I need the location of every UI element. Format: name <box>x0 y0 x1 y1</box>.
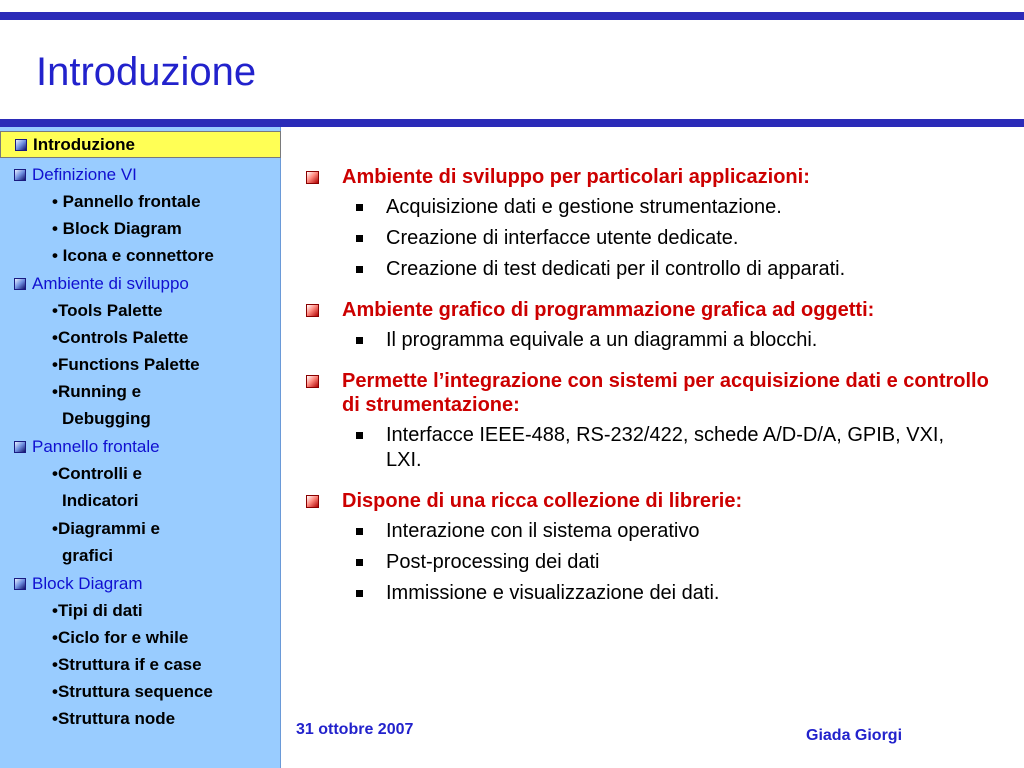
square-bullet-icon <box>356 204 363 211</box>
sidebar-subitem-continuation: Indicatori <box>62 491 139 510</box>
footer-author: Giada Giorgi <box>806 727 903 744</box>
sidebar-subitem-struttura-sequence[interactable]: •Struttura sequence <box>52 682 213 701</box>
title-rule <box>0 119 1024 127</box>
sub-point-text: Immissione e visualizzazione dei dati. <box>386 582 720 604</box>
sidebar-subitem-tools-palette[interactable]: •Tools Palette <box>52 301 163 320</box>
sub-point <box>300 519 1000 544</box>
sub-point <box>300 328 1000 353</box>
sidebar-subitem-tipi-dati[interactable]: •Tipi di dati <box>52 601 143 620</box>
square-bullet-icon <box>356 337 363 344</box>
square-bullet-icon <box>356 266 363 273</box>
slide-title: Introduzione <box>36 50 257 94</box>
sidebar-item-label: Pannello frontale <box>32 436 160 456</box>
sidebar-item-label: Ambiente di sviluppo <box>32 273 189 293</box>
sidebar-subitem-continuation: Debugging <box>62 409 151 428</box>
square-bullet-icon <box>306 375 319 388</box>
main-point <box>300 298 1000 322</box>
sub-point-text: Interfacce IEEE-488, RS-232/422, schede A/D-D/A, GPIB, VXI, LXI. <box>386 424 945 471</box>
square-bullet-icon <box>14 578 26 590</box>
square-bullet-icon <box>356 235 363 242</box>
sub-point-text: Creazione di test dedicati per il controllo di apparati. <box>386 258 846 280</box>
sub-point-text: Interazione con il sistema operativo <box>386 520 700 542</box>
sub-point <box>300 195 1000 220</box>
sidebar-subitem-icona-connettore[interactable]: • Icona e connettore <box>52 246 214 265</box>
square-bullet-icon <box>356 528 363 535</box>
sub-point <box>300 581 1000 606</box>
top-rule <box>0 12 1024 20</box>
sub-point-text: Post-processing dei dati <box>386 551 600 573</box>
main-point-heading: Permette l’integrazione con sistemi per acquisizione dati e controllo di strumentazione: <box>342 370 989 416</box>
sidebar-subitem-diagrammi-grafici[interactable]: •Diagrammi e <box>52 519 160 538</box>
sidebar-subitem-functions-palette[interactable]: •Functions Palette <box>52 355 200 374</box>
sub-point-text: Acquisizione dati e gestione strumentazione. <box>386 196 782 218</box>
main-point-heading: Dispone di una ricca collezione di librerie: <box>342 490 743 512</box>
square-bullet-icon <box>306 304 319 317</box>
square-bullet-icon <box>14 169 26 181</box>
sidebar-nav <box>0 127 281 768</box>
sub-point-text: Il programma equivale a un diagrammi a blocchi. <box>386 329 818 351</box>
square-bullet-icon <box>15 139 27 151</box>
sidebar-subitem-struttura-node[interactable]: •Struttura node <box>52 709 176 728</box>
sidebar-item-label: Block Diagram <box>32 573 143 593</box>
square-bullet-icon <box>356 590 363 597</box>
square-bullet-icon <box>356 559 363 566</box>
sidebar-item-label: Introduzione <box>33 134 135 154</box>
footer-date: 31 ottobre 2007 <box>296 721 414 738</box>
sidebar-subitem-block-diagram[interactable]: • Block Diagram <box>52 219 182 238</box>
sub-point-text: Creazione di interfacce utente dedicate. <box>386 227 739 249</box>
sub-point <box>300 423 1000 473</box>
main-point-heading: Ambiente di sviluppo per particolari applicazioni: <box>342 166 810 188</box>
sidebar-subitem-struttura-if-case[interactable]: •Struttura if e case <box>52 655 202 674</box>
sub-point <box>300 257 1000 282</box>
square-bullet-icon <box>356 432 363 439</box>
sub-point <box>300 226 1000 251</box>
sidebar-subitem-controls-palette[interactable]: •Controls Palette <box>52 328 189 347</box>
square-bullet-icon <box>306 171 319 184</box>
sidebar-item-ambiente-sviluppo[interactable] <box>0 270 281 297</box>
sidebar-item-definizione-vi[interactable] <box>0 161 281 188</box>
sidebar-subitem-running-debugging[interactable]: •Running e <box>52 382 142 401</box>
sidebar-item-label: Definizione VI <box>32 164 137 184</box>
square-bullet-icon <box>306 495 319 508</box>
sidebar-subitem-ciclo-for-while[interactable]: •Ciclo for e while <box>52 628 189 647</box>
sub-point <box>300 550 1000 575</box>
sidebar-item-pannello-frontale[interactable] <box>0 433 281 460</box>
slide-content <box>300 165 1000 606</box>
square-bullet-icon <box>14 441 26 453</box>
main-point <box>300 369 1000 417</box>
sidebar-subitem-pannello-frontale[interactable]: • Pannello frontale <box>52 192 201 211</box>
main-point <box>300 489 1000 513</box>
sidebar-subitem-continuation: grafici <box>62 546 114 565</box>
sidebar-item-block-diagram[interactable] <box>0 570 281 597</box>
square-bullet-icon <box>14 278 26 290</box>
sidebar-item-introduzione[interactable] <box>0 131 281 158</box>
main-point-heading: Ambiente grafico di programmazione grafica ad oggetti: <box>342 299 875 321</box>
main-point <box>300 165 1000 189</box>
sidebar-subitem-controlli-indicatori[interactable]: •Controlli e <box>52 464 143 483</box>
